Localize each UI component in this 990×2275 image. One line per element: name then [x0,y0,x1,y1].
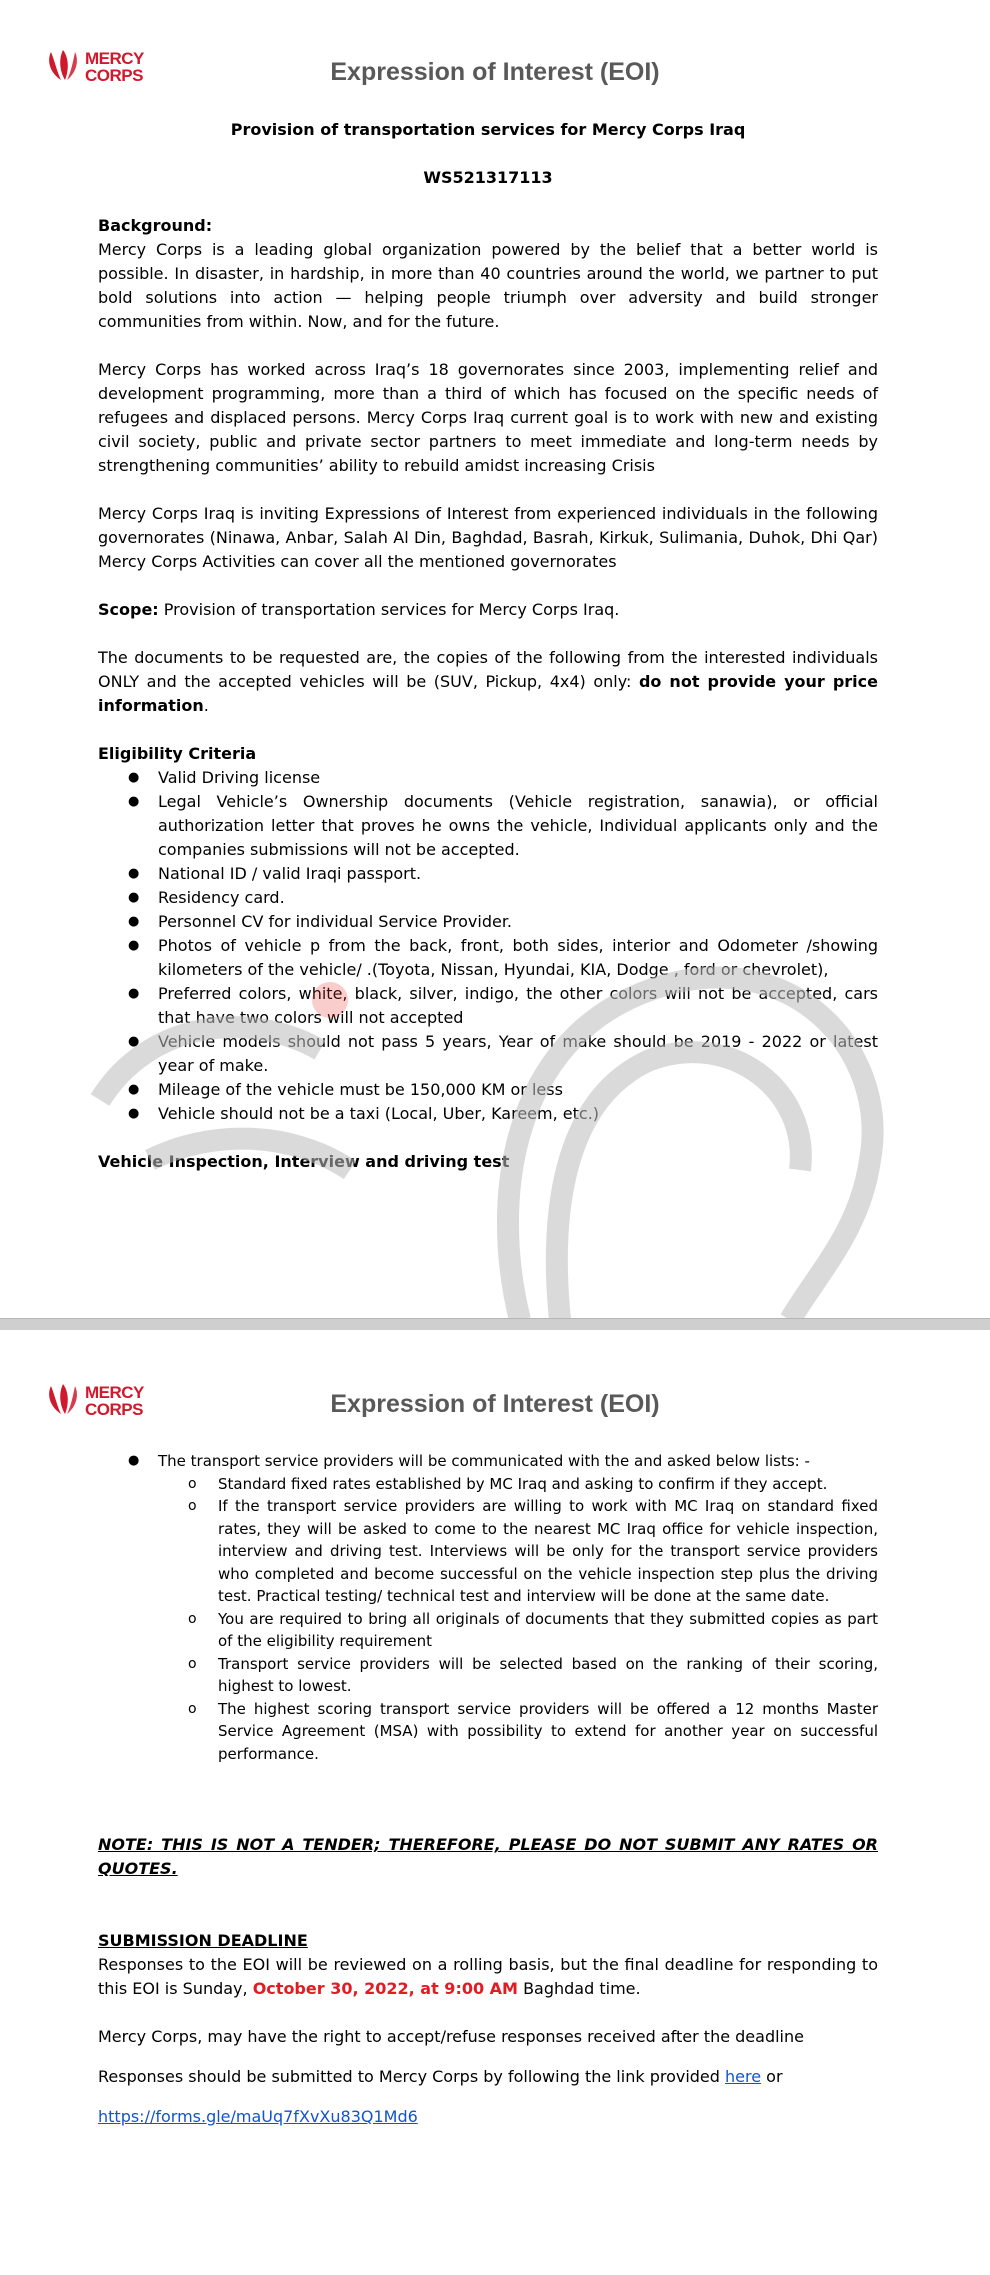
form-link-paragraph [98,2105,878,2129]
logo-line-1: MERCY [85,49,144,68]
not-a-tender-note: NOTE: THIS IS NOT A TENDER; THEREFORE, PLEASE DO NOT SUBMIT ANY RATES OR QUOTES. [98,1835,878,1878]
list-item: ● National ID / valid Iraqi passport. [158,862,878,886]
sub-list-item: o Standard fixed rates established by MC Iraq and asking to confirm if they accept. [218,1473,878,1496]
list-item: ● Vehicle should not be a taxi (Local, Uber, Kareem, etc.) [158,1102,878,1126]
background-paragraph-1: Mercy Corps is a leading global organization powered by the belief that a better world is possible. In disaster, in hardship, in more than 40 countries around the world, we partner to put bold solutions into action — helping people triumph over adversity and build stronger communities from within. Now, and for the future. [98,240,878,331]
list-item: ● Vehicle models should not pass 5 years, Year of make should be 2019 - 2022 or latest year of make. [158,1030,878,1078]
scope-text: Provision of transportation services for Mercy Corps Iraq. [158,600,620,619]
scope-paragraph [98,598,878,622]
rights-paragraph: Mercy Corps, may have the right to accept/refuse responses received after the deadline [98,2027,804,2046]
list-item: ● Personnel CV for individual Service Provider. [158,910,878,934]
deadline-paragraph [98,1953,878,2001]
list-item: ● Valid Driving license [158,766,878,790]
page-2-closing [98,1833,878,2129]
deadline-text: Responses to the EOI will be reviewed on a rolling basis, but the final deadline for responding to this EOI is Sunday, [98,1955,878,1998]
background-paragraph-2: Mercy Corps has worked across Iraq’s 18 governorates since 2003, implementing relief and development programming, more than a third of which has focused on the specific needs of refugees and displaced persons. Mercy Corps Iraq current goal is to work with new and existing civil society, public and private sector partners to meet immediate and long-term needs by strengthening communities’ ability to rebuild amidst increasing Crisis [98,360,878,475]
eligibility-heading: Eligibility Criteria [98,744,257,763]
scope-label: Scope: [98,600,159,619]
reference-number: WS521317113 [423,168,553,187]
sub-list-item: o If the transport service providers are willing to work with MC Iraq on standard fixed rates, they will be asked to come to the nearest MC Iraq office for vehicle inspection, interview and driving test. Interviews will be only for the transport service providers who completed and become successful on the vehicle inspection step plus the driving test. Practical testing/ technical test and interview will be done at the same date. [218,1495,878,1608]
list-item: ● Photos of vehicle p from the back, front, both sides, interior and Odometer /showing kilometers of the vehicle/ .(Toyota, Nissan, Hyundai, KIA, Dodge , ford or chevrolet), [158,934,878,982]
logo-line-2: CORPS [85,1400,143,1419]
documents-end: . [203,696,209,715]
sub-list-item: o You are required to bring all originals of documents that they submitted copies as part of the eligibility requirement [218,1608,878,1653]
no-price-warning: do not provide your price information [98,672,878,715]
deadline-heading: SUBMISSION DEADLINE [98,1931,308,1950]
process-intro: The transport service providers will be communicated with the and asked below lists: - [158,1452,810,1470]
documents-text: The documents to be requested are, the copies of the following from the interested individuals ONLY and the accepted vehicles will be (SUV, Pickup, 4x4) only: [98,648,878,691]
form-link[interactable]: https://forms.gle/maUq7fXvXu83Q1Md6 [98,2107,418,2126]
submission-paragraph [98,2065,878,2089]
sub-list-item: o The highest scoring transport service providers will be offered a 12 months Master Service Agreement (MSA) with possibility to extend for another year on successful performance. [218,1698,878,1766]
page-2-process [98,1450,878,1765]
deadline-date: October 30, 2022, at 9:00 AM [252,1979,518,1998]
background-paragraph-3: Mercy Corps Iraq is inviting Expressions of Interest from experienced individuals in the following governorates (Ninawa, Anbar, Salah Al Din, Baghdad, Basrah, Kirkuk, Sulimania, Duhok, Dhi Qar) Mercy Corps Activities can cover all the mentioned governorates [98,504,878,571]
background-heading: Background: [98,216,213,235]
list-item: ● Legal Vehicle’s Ownership documents (Vehicle registration, sanawia), or official authorization letter that proves he owns the vehicle, Individual applicants only and the companies submissions will not be accepted. [158,790,878,862]
process-sub-list [158,1473,878,1766]
here-link[interactable]: here [725,2067,762,2086]
list-item: ● Residency card. [158,886,878,910]
list-item: ● Mileage of the vehicle must be 150,000 KM or less [158,1078,878,1102]
logo-line-2: CORPS [85,66,143,85]
document-page-2 [0,1330,990,2275]
sub-list-item: o Transport service providers will be selected based on the ranking of their scoring, highest to lowest. [218,1653,878,1698]
submission-text: Responses should be submitted to Mercy Corps by following the link provided [98,2067,726,2086]
eligibility-list [98,766,878,1126]
or-text: or [761,2067,783,2086]
page-1-body [98,118,878,1174]
page-title: Expression of Interest (EOI) [330,58,660,86]
documents-paragraph [98,646,878,718]
list-item [158,1450,878,1765]
page-title: Expression of Interest (EOI) [330,1390,660,1418]
deadline-end: Baghdad time. [517,1979,641,1998]
process-list [98,1450,878,1765]
list-item: ● Preferred colors, white, black, silver, indigo, the other colors will not be accepted, cars that have two colors will not accepted [158,982,878,1030]
document-subtitle: Provision of transportation services for Mercy Corps Iraq [230,120,746,139]
inspection-heading: Vehicle Inspection, Interview and driving test [98,1152,510,1171]
logo-line-1: MERCY [85,1383,144,1402]
